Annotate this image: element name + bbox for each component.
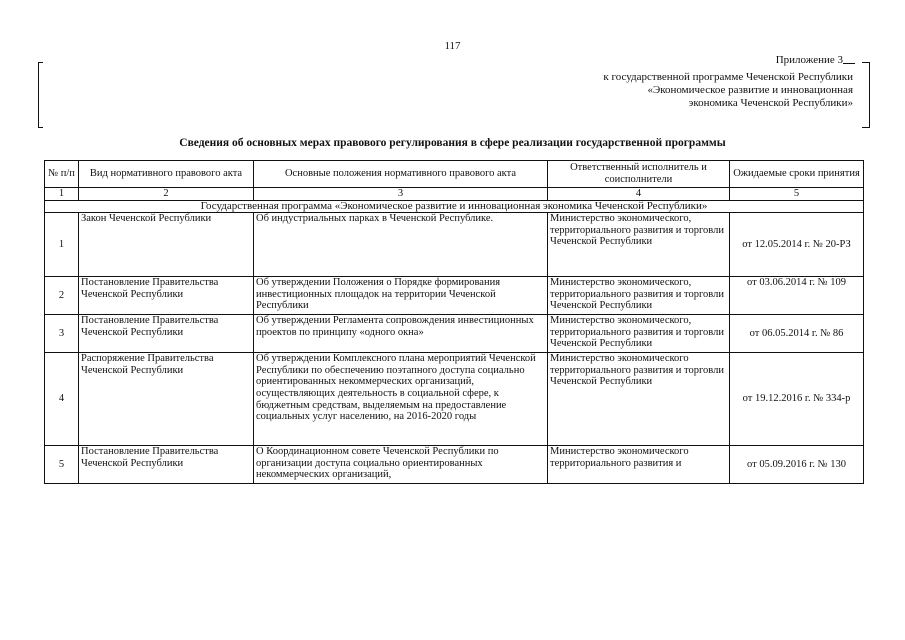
header-term: Ожидаемые сроки принятия xyxy=(730,161,864,188)
appendix-title-rule xyxy=(843,63,855,64)
row-num: 2 xyxy=(45,277,79,315)
row-act-type: Постановление Правительства Чеченской Республики xyxy=(79,277,254,315)
row-provisions: Об утверждении Регламента сопровождения инвестиционных проектов по принципу «одного окна» xyxy=(254,315,548,353)
row-term: от 06.05.2014 г. № 86 xyxy=(730,315,864,353)
right-bracket xyxy=(862,62,870,128)
column-number: 5 xyxy=(730,188,864,201)
header-executor: Ответственный исполнитель и соисполнители xyxy=(548,161,730,188)
row-executor: Министерство экономического, территориального развития и торговли Чеченской Республики xyxy=(548,315,730,353)
row-provisions: Об индустриальных парках в Чеченской Республике. xyxy=(254,213,548,277)
table-header-row xyxy=(45,161,864,188)
row-act-type: Постановление Правительства Чеченской Республики xyxy=(79,315,254,353)
row-num: 5 xyxy=(45,446,79,484)
header-act-type: Вид нормативного правового акта xyxy=(79,161,254,188)
row-executor: Министерство экономического территориального развития и торговли Чеченской Республики xyxy=(548,353,730,446)
row-term: от 05.09.2016 г. № 130 xyxy=(730,446,864,484)
table-row xyxy=(45,446,864,484)
row-term: от 03.06.2014 г. № 109 xyxy=(730,277,864,315)
column-number-row xyxy=(45,188,864,201)
column-number: 1 xyxy=(45,188,79,201)
appendix-line: «Экономическое развитие и инновационная xyxy=(647,84,853,96)
row-executor: Министерство экономического, территориального развития и торговли Чеченской Республики xyxy=(548,277,730,315)
table-row xyxy=(45,315,864,353)
header-num: № п/п xyxy=(45,161,79,188)
column-number: 4 xyxy=(548,188,730,201)
row-num: 4 xyxy=(45,353,79,446)
regulation-table xyxy=(44,160,864,484)
left-bracket xyxy=(38,62,43,128)
row-executor: Министерство экономического территориального развития и xyxy=(548,446,730,484)
row-term: от 19.12.2016 г. № 334-р xyxy=(730,353,864,446)
row-provisions: О Координационном совете Чеченской Республики по организации доступа социально ориентированных некоммерческих организаций, xyxy=(254,446,548,484)
section-row xyxy=(45,200,864,213)
table-row xyxy=(45,277,864,315)
row-act-type: Распоряжение Правительства Чеченской Республики xyxy=(79,353,254,446)
row-num: 1 xyxy=(45,213,79,277)
document-heading: Сведения об основных мерах правового регулирования в сфере реализации государственной программы xyxy=(179,137,726,149)
column-number: 3 xyxy=(254,188,548,201)
row-term: от 12.05.2014 г. № 20-РЗ xyxy=(730,213,864,277)
appendix-line: экономика Чеченской Республики» xyxy=(688,97,853,109)
section-title: Государственная программа «Экономическое развитие и инновационная экономика Чеченской Республики» xyxy=(45,200,864,213)
column-number: 2 xyxy=(79,188,254,201)
table-row xyxy=(45,353,864,446)
appendix-line: к государственной программе Чеченской Республики xyxy=(603,71,853,83)
appendix-title: Приложение 3 xyxy=(775,54,843,66)
row-act-type: Постановление Правительства Чеченской Республики xyxy=(79,446,254,484)
appendix-text xyxy=(603,71,853,110)
row-act-type: Закон Чеченской Республики xyxy=(79,213,254,277)
row-provisions: Об утверждении Комплексного плана мероприятий Чеченской Республики по обеспечению поэтапного доступа социально ориентированных некоммерческих организаций, осуществляющих деятельность в социальной сфере, к бюджетным средствам, выделяемым на предоставление социальных услуг населению, на 2016-2020 годы xyxy=(254,353,548,446)
header-provisions: Основные положения нормативного правового акта xyxy=(254,161,548,188)
row-provisions: Об утверждении Положения о Порядке формирования инвестиционных площадок на территории Чеченской Республики xyxy=(254,277,548,315)
table-row xyxy=(45,213,864,277)
row-num: 3 xyxy=(45,315,79,353)
row-executor: Министерство экономического, территориального развития и торговли Чеченской Республики xyxy=(548,213,730,277)
page-number: 117 xyxy=(444,40,461,52)
